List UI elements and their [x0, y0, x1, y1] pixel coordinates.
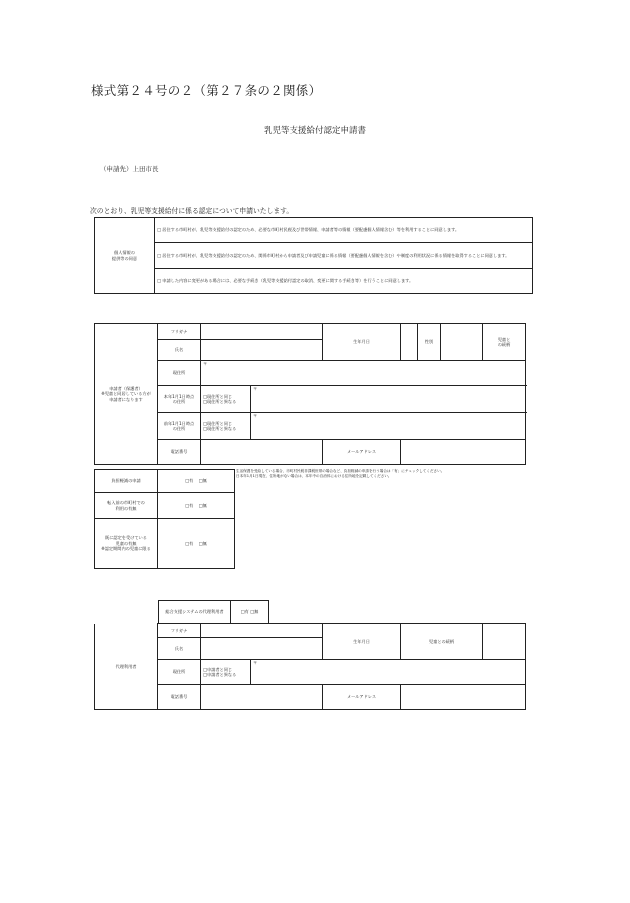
burden-note: 生活保護を受給している場合、市町村民税非課税世帯の場合など、負担軽減の申請を行う場合は「有」にチェックしてください。 日本年1月1日現在、住所地がない場合は、本年中の自治体における住所地を記載してください。 — [236, 469, 445, 478]
prev-jan-address-label: 前年1月1日時点 の住所 — [158, 413, 201, 440]
proxy-furigana-label: フリガナ — [158, 624, 201, 638]
document-title: 乳児等支援給付認定申請書 — [263, 126, 366, 136]
prev-municipality-label: 転入前の市町村での 利用の有無 — [95, 493, 158, 519]
consent-item-1[interactable]: □ 居住する市町村が、乳児等支援給付の認定のため、必要な市町村民税及び世帯情報、申請者等の情報（要配慮個人情報含む）等を利用することに同意します。 — [155, 218, 533, 243]
certified-no-checkbox[interactable]: □ 無 — [199, 541, 207, 546]
other-table — [94, 469, 235, 569]
proxy-relation-label: 児童との続柄 — [401, 624, 483, 660]
applicant-section-label: 申請者（保護者） ※児童と同居している方が 申請者になります — [95, 324, 158, 465]
certified-options — [158, 519, 235, 569]
proxy-address-label: 現住所 — [158, 660, 201, 685]
proxy-different-checkbox[interactable]: □ 申請者と異なる — [203, 672, 248, 677]
consent-item-2[interactable]: □ 居住する市町村が、乳児等支援給付の認定のため、関係市町村から申請者及び申請児童に係る情報（要配慮個人情報を含む）や制度の利用状況に係る情報を取得することに同意します。 — [155, 243, 533, 269]
proxy-name-label: 氏名 — [158, 638, 201, 660]
postal-mark: 〒 — [253, 413, 258, 418]
applicant-furigana-label: フリガナ — [158, 324, 201, 340]
consent-table — [94, 217, 533, 294]
proxy-same-checkbox[interactable]: □ 申請者と同じ — [203, 667, 248, 672]
consent-item-3[interactable]: □ 申請した内容に変更がある場合には、必要な手続き（乳児等支援給付認定の取消、変更に関する手続き等）を行うことに同意します。 — [155, 269, 533, 294]
applicant-furigana-field[interactable] — [201, 324, 323, 340]
applicant-gender-field[interactable] — [441, 324, 483, 361]
postal-mark: 〒 — [203, 361, 208, 366]
burden-no-checkbox[interactable]: □ 無 — [199, 478, 207, 483]
form-number: 様式第２４号の２（第２７条の２関係） — [91, 83, 322, 98]
certified-yes-checkbox[interactable]: □ 有 — [185, 541, 193, 546]
prev-municipality-no-checkbox[interactable]: □ 無 — [199, 503, 207, 508]
prev-jan-address-field[interactable] — [251, 413, 526, 440]
consent-label: 個人情報の 提供等の同意 — [95, 218, 155, 294]
applicant-gender-label: 性別 — [418, 324, 441, 361]
proxy-no-checkbox[interactable]: □ 無 — [250, 609, 258, 614]
prev-jan-same-checkbox[interactable]: □ 現住所と同じ — [203, 421, 248, 426]
prev-municipality-yes-checkbox[interactable]: □ 有 — [185, 503, 193, 508]
addressee: （申請先）上田市長 — [100, 165, 159, 173]
proxy-system-table — [158, 600, 269, 624]
applicant-phone-field[interactable] — [201, 440, 323, 465]
applicant-name-field[interactable] — [201, 340, 323, 361]
applicant-address-field[interactable] — [201, 361, 526, 386]
jan-address-field[interactable] — [251, 386, 526, 413]
jan-address-label: 本年1月1日時点 の住所 — [158, 386, 201, 413]
proxy-system-label: 総合支援システムの代理利用者 — [159, 601, 231, 624]
burden-label: 負担軽減の申請 — [95, 470, 158, 493]
proxy-address-field[interactable] — [251, 660, 526, 685]
proxy-relation-field[interactable] — [483, 624, 526, 660]
proxy-email-label: メールアドレス — [323, 685, 401, 710]
applicant-relation-label: 児童と の続柄 — [483, 324, 526, 361]
applicant-table — [94, 323, 526, 465]
applicant-birthdate-field[interactable] — [401, 324, 418, 361]
certified-label: 既に認定を受けている 児童の有無 ※認定期間内の児童に限る — [95, 519, 158, 569]
proxy-furigana-field[interactable] — [201, 624, 323, 638]
jan-same-checkbox[interactable]: □ 現住所と同じ — [203, 394, 248, 399]
postal-mark: 〒 — [253, 386, 258, 391]
proxy-yes-checkbox[interactable]: □ 有 — [241, 609, 249, 614]
applicant-email-field[interactable] — [401, 440, 526, 465]
jan-different-checkbox[interactable]: □ 現住所と異なる — [203, 399, 248, 404]
burden-options — [158, 470, 235, 493]
applicant-name-label: 氏名 — [158, 340, 201, 361]
proxy-email-field[interactable] — [401, 685, 526, 710]
proxy-address-options — [201, 660, 251, 685]
prev-jan-address-options — [201, 413, 251, 440]
proxy-phone-field[interactable] — [201, 685, 323, 710]
proxy-table — [94, 623, 526, 710]
applicant-email-label: メールアドレス — [323, 440, 401, 465]
prev-jan-different-checkbox[interactable]: □ 現住所と異なる — [203, 426, 248, 431]
jan-address-options — [201, 386, 251, 413]
proxy-system-options — [231, 601, 269, 624]
postal-mark: 〒 — [253, 660, 258, 665]
intro-text: 次のとおり、乳児等支援給付に係る認定について申請いたします。 — [90, 207, 294, 215]
burden-yes-checkbox[interactable]: □ 有 — [185, 478, 193, 483]
applicant-phone-label: 電話番号 — [158, 440, 201, 465]
proxy-birthdate-label: 生年月日 — [323, 624, 401, 660]
applicant-address-label: 現住所 — [158, 361, 201, 386]
applicant-birthdate-label: 生年月日 — [323, 324, 401, 361]
prev-municipality-options — [158, 493, 235, 519]
proxy-phone-label: 電話番号 — [158, 685, 201, 710]
proxy-name-field[interactable] — [201, 638, 323, 660]
proxy-section-label: 代理利用者 — [95, 624, 158, 710]
